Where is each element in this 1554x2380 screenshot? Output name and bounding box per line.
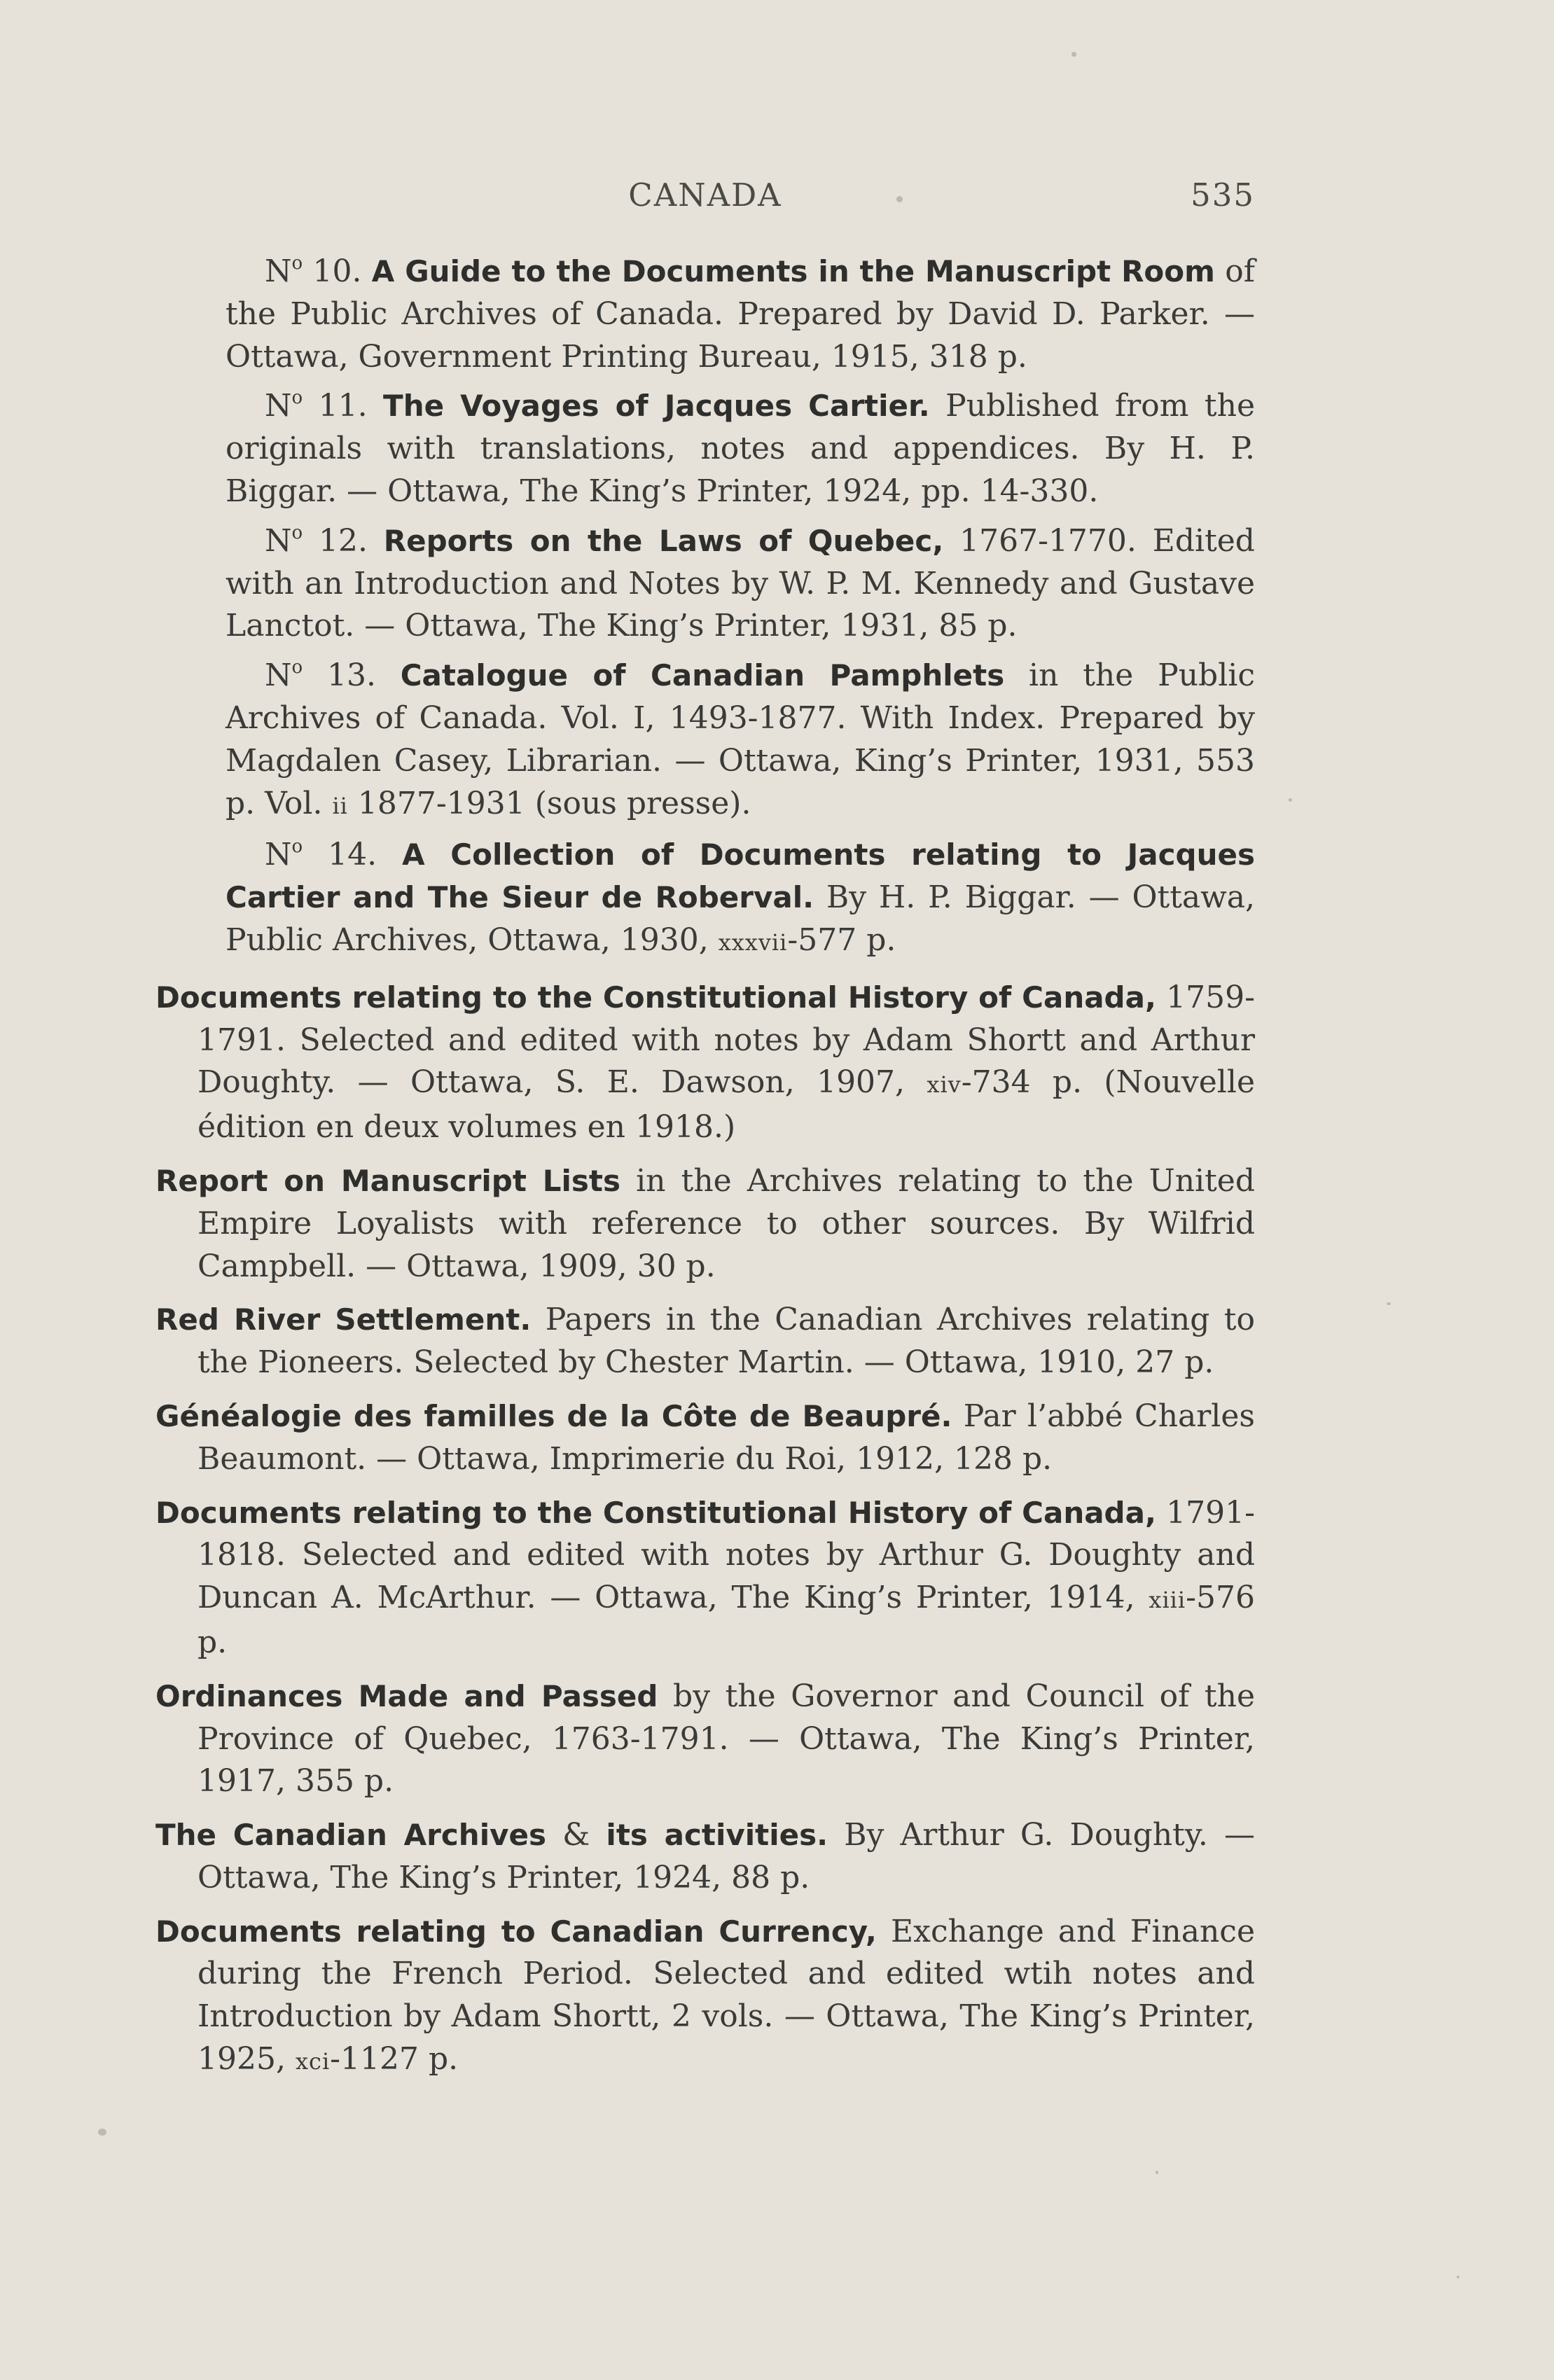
- bibliography-entry: [155, 977, 1255, 1149]
- roman-numeral: xiv: [927, 1071, 962, 1099]
- series-item-text: 1767-1770. Edited with an Introduction and Notes by W. P. M. Kennedy and Gustave Lanctot. — Ottawa, The King’s Printer, 1931, 85 p.: [226, 522, 1255, 644]
- entry-title: Ordinances Made and Passed: [155, 1678, 658, 1713]
- running-head-title: CANADA: [628, 176, 782, 214]
- bibliography-entry: [155, 1396, 1255, 1481]
- entry-title: Report on Manuscript Lists: [155, 1163, 620, 1198]
- roman-numeral: xxxvii: [718, 928, 788, 956]
- series-item-title: Reports on the Laws of Quebec,: [383, 523, 944, 558]
- paper-speck: [98, 2129, 106, 2136]
- spacer: [155, 971, 1255, 977]
- entry-text: 1791-1818. Selected and edited with notes by Arthur G. Doughty and Duncan A. McArthur. — Ottawa, The King’s Printer, 1914,: [197, 1494, 1255, 1616]
- entry-text: in the Archives relating to the United Empire Loyalists with reference to other sources. By Wilfrid Campbell. — Ottawa, 1909, 30 p.: [197, 1162, 1256, 1284]
- paper-speck: [1289, 798, 1292, 802]
- series-item-text: -577 p.: [787, 921, 896, 958]
- series-item-13: $N^o$ 13. Catalogue of Canadian Pamphlets in the Public Archives of Canada. Vol. I, 1493-1877. With Index. Prepared by Magdalen Casey, Librarian. — Ottawa, King’s Printer, 1931, 553 p. Vol. ii 1877-1931 (sous presse).: [226, 657, 1255, 821]
- entry-title: Red River Settlement.: [155, 1302, 532, 1337]
- page-number: 535: [1191, 176, 1255, 214]
- entry-text: 1759-1791. Selected and edited with notes by Adam Shortt and Arthur Doughty. — Ottawa, S. E. Dawson, 1907,: [197, 979, 1255, 1101]
- entry-text: Exchange and Finance during the French Period. Selected and edited wtih notes and Introduction by Adam Shortt, 2 vols. — Ottawa, The King’s Printer, 1925,: [197, 1913, 1255, 2078]
- series-item-text: of the Public Archives of Canada. Prepared by David D. Parker. — Ottawa, Government Printing Bureau, 1915, 318 p.: [226, 253, 1255, 375]
- paper-speck: [1457, 2276, 1459, 2278]
- entry-text: -734 p. (Nouvelle édition en deux volumes en 1918.): [197, 1064, 1255, 1146]
- entry-title: Documents relating to the Constitutional History of Canada,: [155, 1495, 1156, 1530]
- bibliography-entry: [155, 1492, 1255, 1664]
- series-item-text: By H. P. Biggar. — Ottawa, Public Archives, Ottawa, 1930,: [226, 879, 1255, 958]
- entry-title: Généalogie des familles de la Côte de Beaupré.: [155, 1398, 952, 1433]
- entry-text: Papers in the Canadian Archives relating to the Pioneers. Selected by Chester Martin. — Ottawa, 1910, 27 p.: [197, 1302, 1255, 1381]
- ampersand: &: [562, 1817, 590, 1853]
- bibliography-entry: [155, 1299, 1255, 1384]
- entry-text: -576 p.: [197, 1580, 1255, 1660]
- series-item-14: $N^o$ 14. A Collection of Documents relating to Jacques Cartier and The Sieur de Roberval. By H. P. Biggar. — Ottawa, Public Archives, Ottawa, 1930, xxxvii-577 p.: [226, 836, 1255, 958]
- entry-title: its activities.: [606, 1818, 828, 1853]
- bibliography-entry: [155, 1676, 1255, 1803]
- entry-title: The Canadian Archives: [155, 1818, 546, 1853]
- entry-title: Documents relating to the Constitutional History of Canada,: [155, 980, 1156, 1015]
- series-item-title: The Voyages of Jacques Cartier.: [383, 389, 930, 424]
- entry-title: Documents relating to Canadian Currency,: [155, 1914, 877, 1949]
- bibliography-entry: [155, 1814, 1255, 1900]
- bibliography-entry: [155, 1160, 1255, 1288]
- series-item-text: in the Public Archives of Canada. Vol. I, 1493-1877. With Index. Prepared by Magdalen Casey, Librarian. — Ottawa, King’s Printer, 1931, 553 p. Vol.: [226, 657, 1255, 821]
- series-item-11: $N^o$ 11. The Voyages of Jacques Cartier. Published from the originals with translations, notes and appendices. By H. P. Biggar. — Ottawa, The King’s Printer, 1924, pp. 14-330.: [226, 387, 1255, 509]
- paper-speck: [1387, 1302, 1391, 1305]
- paper-speck: [1156, 2171, 1158, 2174]
- series-item-12: $N^o$ 12. Reports on the Laws of Quebec, 1767-1770. Edited with an Introduction and Notes by W. P. M. Kennedy and Gustave Lanctot. — Ottawa, The King’s Printer, 1931, 85 p.: [226, 522, 1255, 644]
- bibliography-entry: [155, 1911, 1255, 2083]
- series-item-10: $N^o$ 10. A Guide to the Documents in the Manuscript Room of the Public Archives of Canada. Prepared by David D. Parker. — Ottawa, Government Printing Bureau, 1915, 318 p.: [226, 253, 1255, 375]
- entry-text: by the Governor and Council of the Province of Quebec, 1763-1791. — Ottawa, The King’s Printer, 1917, 355 p.: [197, 1678, 1255, 1800]
- roman-numeral: ii: [332, 792, 348, 819]
- roman-numeral: xiii: [1149, 1587, 1186, 1614]
- bibliography-list: [155, 251, 1255, 2094]
- paper-speck: [1071, 52, 1076, 57]
- series-item-title: Catalogue of Canadian Pamphlets: [400, 658, 1005, 693]
- series-item-text: Published from the originals with translations, notes and appendices. By H. P. Biggar. — Ottawa, The King’s Printer, 1924, pp. 14-330.: [226, 388, 1255, 509]
- paper-speck: [896, 196, 903, 202]
- entry-text: -1127 p.: [330, 2041, 459, 2078]
- running-head: [155, 176, 1255, 218]
- series-item-title: A Collection of Documents relating to Jacques Cartier and The Sieur de Roberval.: [226, 837, 1255, 915]
- entry-text: Par l’abbé Charles Beaumont. — Ottawa, Imprimerie du Roi, 1912, 128 p.: [197, 1398, 1255, 1477]
- entry-text: By Arthur G. Doughty. — Ottawa, The King’s Printer, 1924, 88 p.: [197, 1817, 1255, 1895]
- roman-numeral: xci: [295, 2048, 331, 2075]
- series-item-text: 1877-1931 (sous presse).: [357, 785, 751, 821]
- series-item-title: A Guide to the Documents in the Manuscript Room: [371, 254, 1215, 288]
